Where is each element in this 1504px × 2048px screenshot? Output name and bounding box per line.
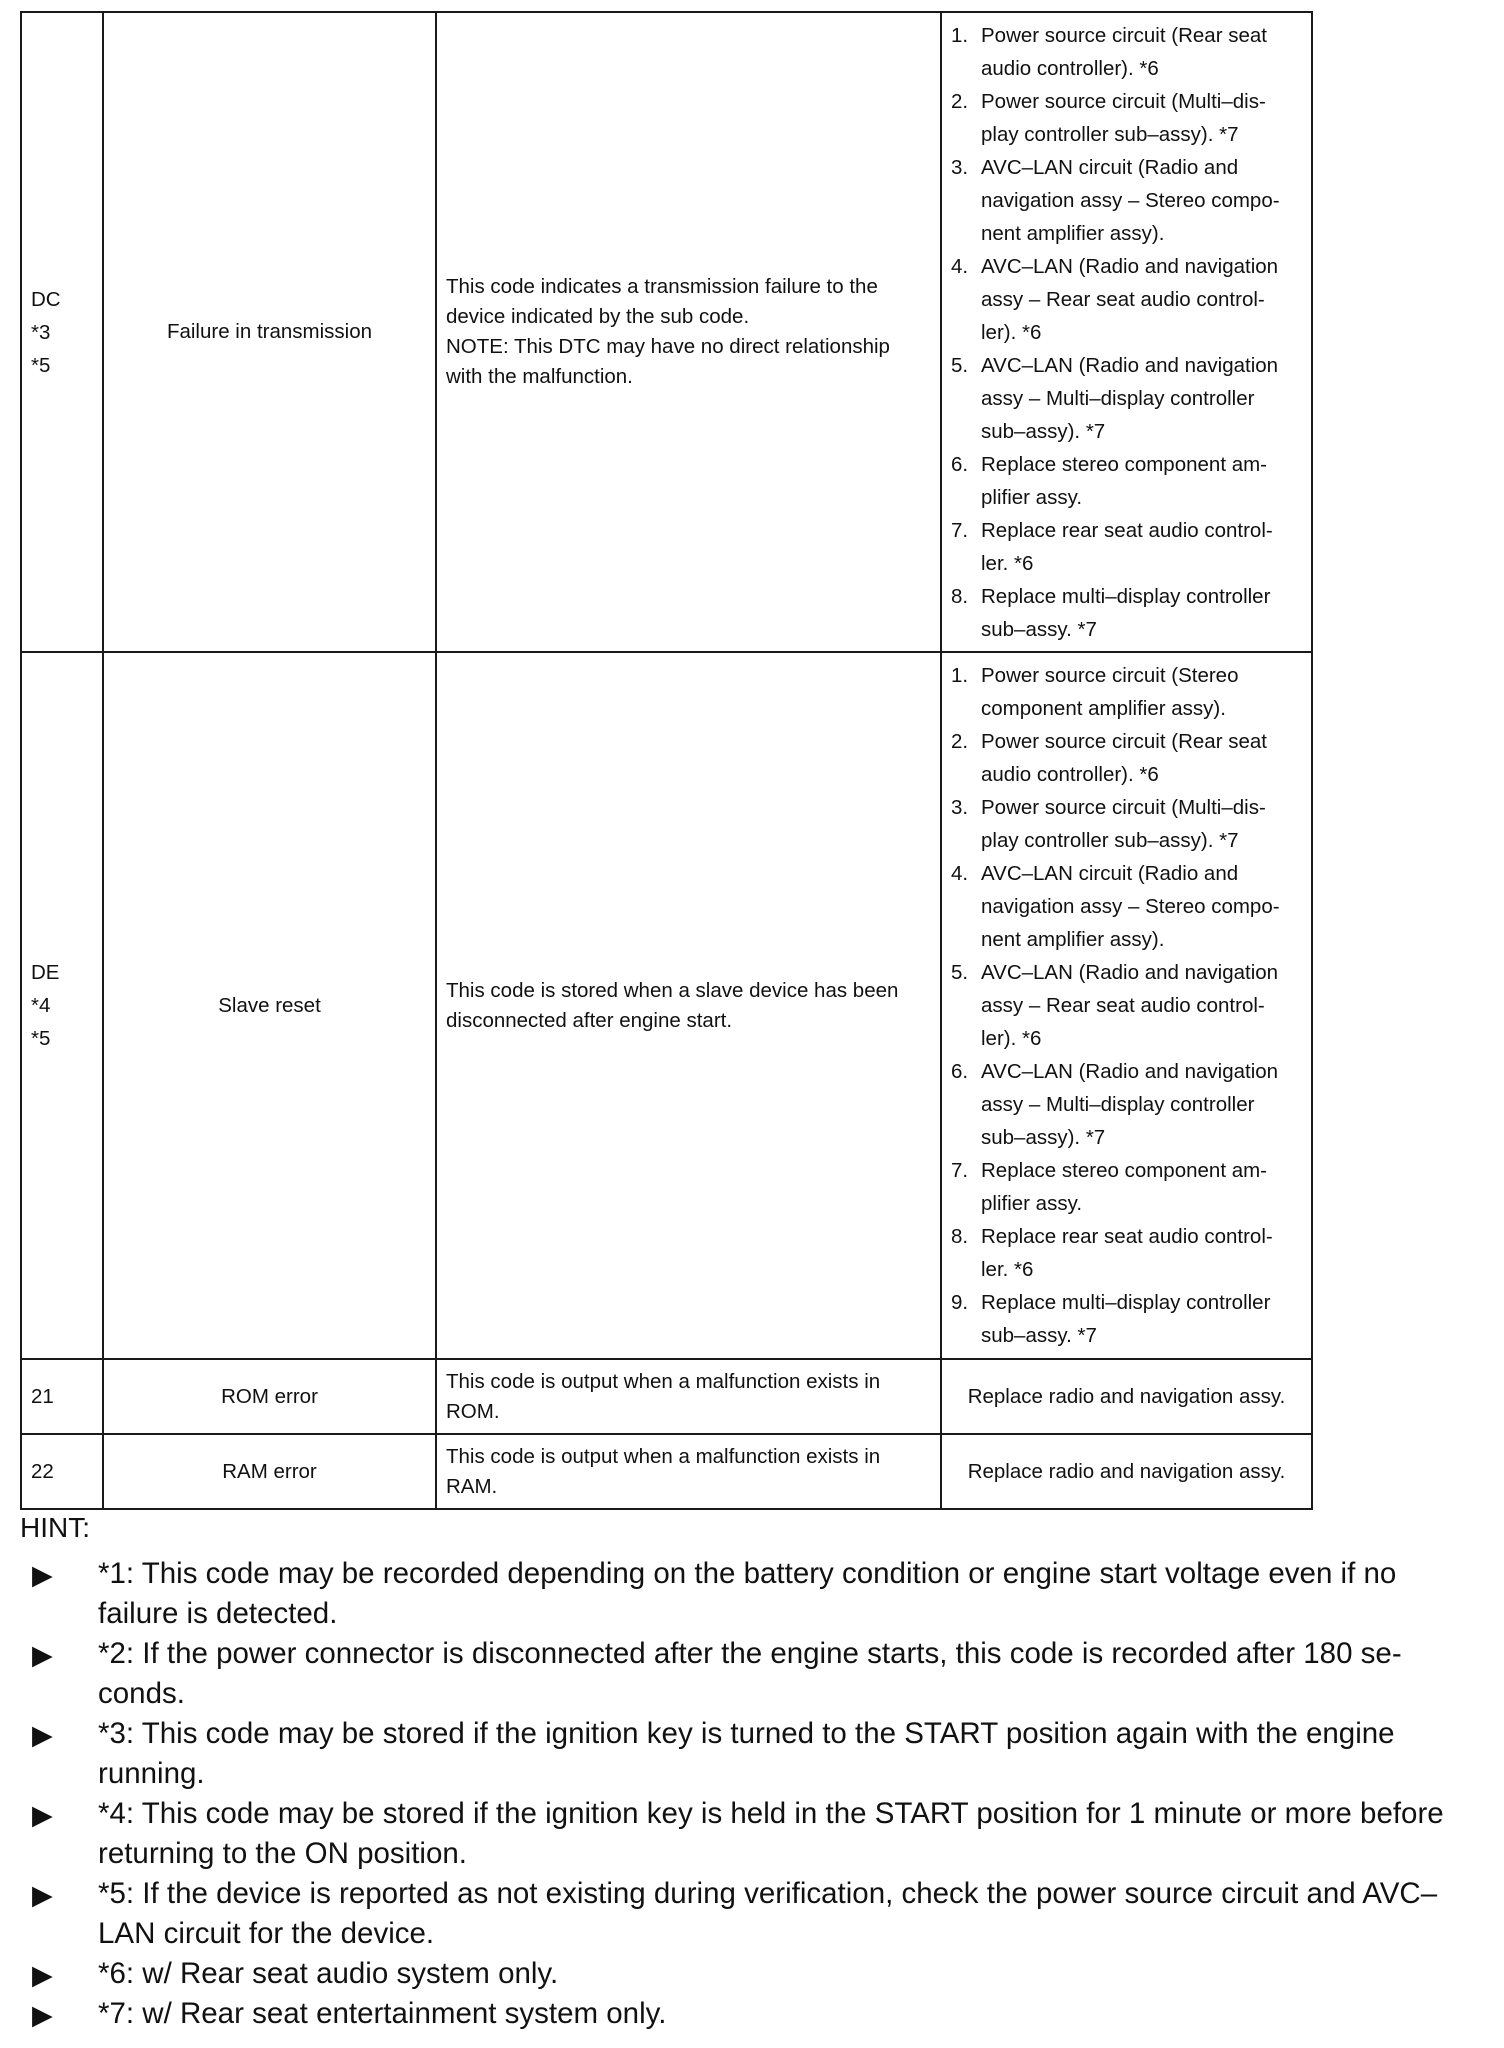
step-number: 7. [951, 1159, 969, 1182]
list-item: 8. Replace rear seat audio control- ler. *6 [951, 1220, 1302, 1286]
list-item: 7. Replace stereo component am- plifier assy. [951, 1154, 1302, 1220]
description-line: This code is output when a malfunction exists in RAM. [446, 1444, 881, 1498]
hint-item: ▶ *4: This code may be stored if the ignition key is held in the START position for 1 minute or more before returning to the ON position. [32, 1797, 1444, 1870]
name-cell: Slave reset [103, 652, 436, 1359]
name-cell: ROM error [103, 1359, 436, 1434]
hint-item: ▶ *6: w/ Rear seat audio system only. [20, 1954, 1460, 1994]
hint-item: ▶ *3: This code may be stored if the ignition key is turned to the START position again with the engine running. [32, 1717, 1395, 1790]
action-cell [941, 652, 1312, 1359]
hint-item: ▶ *5: If the device is reported as not existing during verification, check the power source circuit and AVC– LAN circuit for the device. [32, 1877, 1438, 1950]
hint-item: ▶ *1: This code may be recorded depending on the battery condition or engine start voltage even if no failure is detected. [32, 1557, 1397, 1630]
list-item: 7. Replace rear seat audio control- ler. *6 [951, 514, 1302, 580]
table-row [21, 12, 1312, 652]
list-item: 2. Power source circuit (Rear seat audio controller). *6 [951, 725, 1302, 791]
hint-item: ▶ *7: w/ Rear seat entertainment system only. [20, 1994, 1460, 2034]
triangle-bullet-icon: ▶ [32, 1640, 53, 1670]
table-row [21, 1434, 1312, 1509]
hint-item: ▶ *2: If the power connector is disconnected after the engine starts, this code is recorded after 180 se- conds. [32, 1637, 1402, 1710]
triangle-bullet-icon: ▶ [32, 1720, 53, 1750]
step-number: 5. [951, 961, 969, 984]
description-cell [436, 12, 941, 652]
hint-list [20, 1554, 1460, 2034]
list-item: 1. Power source circuit (Stereo component amplifier assy). [951, 659, 1302, 725]
step-number: 5. [951, 353, 969, 377]
step-number: 2. [951, 730, 969, 753]
list-item: 3. AVC–LAN circuit (Radio and navigation assy – Stereo compo- nent amplifier assy). [951, 151, 1302, 250]
step-number: 7. [951, 518, 969, 542]
list-item: 1. Power source circuit (Rear seat audio controller). *6 [951, 19, 1302, 85]
step-number: 2. [951, 89, 969, 113]
action-list [951, 19, 1302, 646]
list-item: 3. Power source circuit (Multi–dis- play controller sub–assy). *7 [951, 791, 1302, 857]
description-line: This code indicates a transmission failure to the device indicated by the sub code. [446, 275, 878, 328]
code-cell [21, 1434, 103, 1509]
step-number: 4. [951, 862, 969, 885]
step-number: 1. [951, 664, 969, 687]
code-cell [21, 12, 103, 652]
description-cell [436, 652, 941, 1359]
step-number: 9. [951, 1291, 969, 1314]
list-item: 5. AVC–LAN (Radio and navigation assy – Rear seat audio control- ler). *6 [951, 956, 1302, 1055]
code-line: 22 [31, 1460, 54, 1483]
code-line: DE [31, 961, 60, 984]
step-number: 6. [951, 1060, 969, 1083]
triangle-bullet-icon: ▶ [32, 1960, 53, 1990]
action-cell: Replace radio and navigation assy. [941, 1434, 1312, 1509]
name-cell: RAM error [103, 1434, 436, 1509]
description-line: This code is stored when a slave device has been disconnected after engine start. [446, 978, 899, 1032]
code-cell [21, 652, 103, 1359]
step-number: 6. [951, 452, 969, 476]
list-item: 4. AVC–LAN (Radio and navigation assy – Rear seat audio control- ler). *6 [951, 250, 1302, 349]
code-cell [21, 1359, 103, 1434]
list-item: 4. AVC–LAN circuit (Radio and navigation assy – Stereo compo- nent amplifier assy). [951, 857, 1302, 956]
action-cell: Replace radio and navigation assy. [941, 1359, 1312, 1434]
step-number: 3. [951, 796, 969, 819]
list-item: 8. Replace multi–display controller sub–assy. *7 [951, 580, 1302, 646]
action-cell [941, 12, 1312, 652]
action-list [951, 659, 1302, 1352]
description-line: This code is output when a malfunction exists in ROM. [446, 1369, 881, 1423]
list-item: 5. AVC–LAN (Radio and navigation assy – Multi–display controller sub–assy). *7 [951, 349, 1302, 448]
list-item: 6. Replace stereo component am- plifier assy. [951, 448, 1302, 514]
code-line: *5 [31, 353, 51, 377]
code-line: *5 [31, 1027, 51, 1050]
table-row [21, 652, 1312, 1359]
triangle-bullet-icon: ▶ [32, 1800, 53, 1830]
list-item: 6. AVC–LAN (Radio and navigation assy – Multi–display controller sub–assy). *7 [951, 1055, 1302, 1154]
triangle-bullet-icon: ▶ [32, 2000, 53, 2030]
step-number: 3. [951, 155, 969, 179]
code-line: DC [31, 287, 61, 311]
step-number: 1. [951, 23, 969, 47]
code-line: *3 [31, 320, 51, 344]
code-line: *4 [31, 994, 51, 1017]
triangle-bullet-icon: ▶ [32, 1880, 53, 1910]
dtc-table [20, 11, 1313, 1510]
description-cell [436, 1434, 941, 1509]
code-line: 21 [31, 1385, 54, 1408]
description-line: NOTE: This DTC may have no direct relationship with the malfunction. [446, 335, 890, 388]
step-number: 4. [951, 254, 969, 278]
list-item: 9. Replace multi–display controller sub–assy. *7 [951, 1286, 1302, 1352]
name-cell: Failure in transmission [103, 12, 436, 652]
step-number: 8. [951, 584, 969, 608]
list-item: 2. Power source circuit (Multi–dis- play controller sub–assy). *7 [951, 85, 1302, 151]
table-row [21, 1359, 1312, 1434]
hint-title: HINT: [20, 1512, 90, 1543]
hint-section [20, 1508, 1460, 2034]
description-cell [436, 1359, 941, 1434]
triangle-bullet-icon: ▶ [32, 1560, 53, 1590]
step-number: 8. [951, 1225, 969, 1248]
